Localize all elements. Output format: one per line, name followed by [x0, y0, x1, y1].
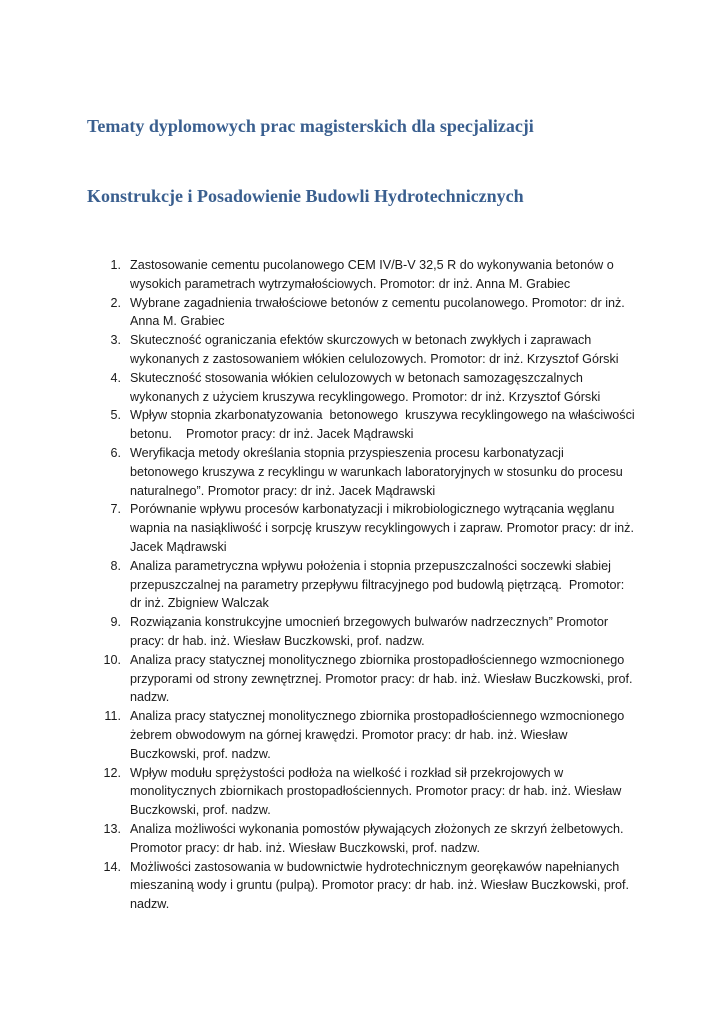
topic-item-7 [0, 500, 638, 556]
topic-text: Rozwiązania konstrukcyjne umocnień brzegowych bulwarów nadrzecznych” Promotor pracy: dr hab. inż. Wiesław Buczkowski, prof. nadzw. [130, 615, 612, 648]
topic-number: 6. [110, 445, 121, 460]
topic-item-12 [0, 764, 635, 820]
topic-number: 2. [110, 295, 121, 310]
topic-text: Porównanie wpływu procesów karbonatyzacji i mikrobiologicznego wytrącania węglanu wapnia na nasiąkliwość i sorpcję kruszyw recyklingowych i zapraw. Promotor pracy: dr inż. Jacek Mądrawski [130, 502, 638, 554]
topic-item-11 [0, 707, 635, 763]
topic-number: 9. [110, 615, 121, 630]
topic-item-9 [0, 613, 635, 651]
thesis-topic-list [0, 256, 725, 914]
topic-text: Wybrane zagadnienia trwałościowe betonów z cementu pucolanowego. Promotor: dr inż. Anna M. Grabiec [130, 295, 628, 329]
topic-item-14 [0, 858, 635, 914]
page-title: Tematy dyplomowych prac magisterskich dla specjalizacji [87, 116, 534, 136]
topic-text: Wpływ modułu sprężystości podłoża na wielkość i rozkład sił przekrojowych w monolitycznych zbiornikach prostopadłościennych. Promotor pracy: dr hab. inż. Wiesław Buczkowski, prof. nadzw. [130, 765, 625, 818]
topic-item-8 [0, 557, 635, 613]
specialization-heading: Konstrukcje i Posadowienie Budowli Hydrotechnicznych [87, 186, 524, 206]
topic-number: 11. [104, 709, 121, 724]
topic-item-2 [0, 294, 635, 332]
topic-number: 13. [103, 821, 121, 836]
topic-number: 14. [103, 859, 121, 874]
topic-text: Możliwości zastosowania w budownictwie hydrotechnicznym georękawów napełnianych mieszaniną wody i gruntu (pulpą). Promotor pracy: dr hab. inż. Wiesław Buczkowski, prof. nadzw. [130, 859, 633, 912]
topic-text: Wpływ stopnia zkarbonatyzowania betonowego kruszywa recyklingowego na właściwości betonu. Promotor pracy: dr inż. Jacek Mądrawski [130, 408, 639, 442]
topic-number: 5. [110, 408, 121, 423]
topic-text: Skuteczność stosowania włókien celulozowych w betonach samozagęszczalnych wykonanych z użyciem kruszywa recyklingowego. Promotor: dr inż. Krzysztof Górski [130, 370, 601, 404]
topic-item-4 [0, 369, 635, 407]
topic-item-5 [0, 406, 639, 444]
topic-text: Skuteczność ograniczania efektów skurczowych w betonach zwykłych i zaprawach wykonanych z zastosowaniem włókien celulozowych. Promotor: dr inż. Krzysztof Górski [130, 333, 619, 366]
topic-item-13 [0, 820, 635, 858]
topic-number: 8. [110, 558, 121, 573]
topic-item-1 [0, 256, 635, 294]
topic-number: 10. [103, 652, 121, 667]
topic-number: 7. [110, 502, 121, 517]
topic-number: 1. [110, 258, 121, 272]
topic-text: Weryfikacja metody określania stopnia przyspieszenia procesu karbonatyzacji betonowego kruszywa z recyklingu w warunkach laboratoryjnych w stosunku do procesu naturalnego”. Promotor pracy: dr inż. Jacek Mądrawski [130, 445, 627, 498]
topic-text: Analiza możliwości wykonania pomostów pływających złożonych ze skrzyń żelbetowych. Promotor pracy: dr hab. inż. Wiesław Buczkowski, prof. nadzw. [130, 821, 627, 855]
topic-text: Analiza pracy statycznej monolitycznego zbiornika prostopadłościennego wzmocnionego żebrem obwodowym na górnej krawędzi. Promotor pracy: dr hab. inż. Wiesław Buczkowski, prof. nadzw. [130, 709, 628, 761]
topic-item-3 [0, 331, 635, 369]
topic-text: Zastosowanie cementu pucolanowego CEM IV/B-V 32,5 R do wykonywania betonów o wysokich parametrach wytrzymałościowych. Promotor: dr inż. Anna M. Grabiec [130, 258, 618, 291]
topic-number: 4. [110, 370, 121, 385]
topic-text: Analiza parametryczna wpływu położenia i stopnia przepuszczalności soczewki słabiej przepuszczalnej na parametry przepływu filtracyjnego pod budowlą piętrzącą. Promotor: dr inż. Zbigniew Walczak [130, 558, 628, 611]
topic-number: 12. [103, 765, 121, 780]
topic-text: Analiza pracy statycznej monolitycznego zbiornika prostopadłościennego wzmocnionego przyporami od strony zewnętrznej. Promotor pracy: dr hab. inż. Wiesław Buczkowski, prof. nadzw. [130, 652, 637, 705]
topic-number: 3. [110, 333, 121, 348]
topic-item-6 [0, 444, 635, 500]
topic-item-10 [0, 651, 635, 707]
